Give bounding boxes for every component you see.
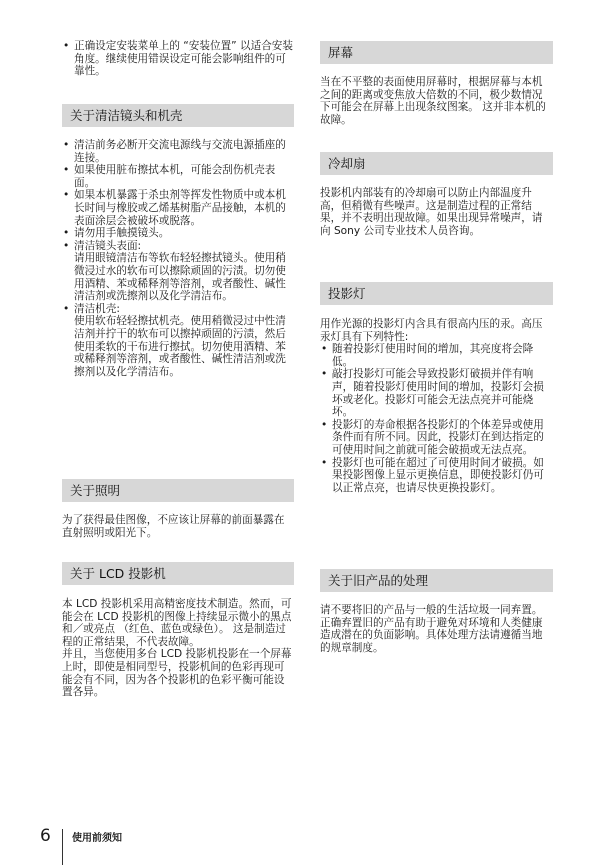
disposal-section-body [320, 604, 553, 654]
footer-divider [62, 829, 63, 865]
section-heading-fan: 冷却扇 [320, 152, 553, 175]
footer-section-label: 使用前须知 [72, 833, 122, 844]
section-heading-lighting: 关于照明 [62, 479, 294, 502]
list-item-lens [62, 240, 294, 303]
fan-text: 投影机内部装有的冷却扇可以防止内部温度升高，但稍微有些噪声。这是制造过程的正常结果，并不表明出现故障。如果出现异常噪声，请向 Sony 公司专业技术人员咨询。 [320, 187, 543, 237]
list-item: • 随着投影灯使用时间的增加，其亮度将会降低。 [320, 343, 553, 368]
lens-label: • 清洁镜头表面: [74, 239, 142, 252]
list-item: • 投影灯的寿命根据各投影灯的个体差异或使用条件而有所不同。因此，投影灯在到达指定的可使用时间之前就可能会破损或无法点亮。 [320, 419, 553, 457]
cabinet-text: 使用软布轻轻擦拭机壳。使用稍微浸过中性清洁剂并拧干的软布可以擦掉顽固的污渍，然后使用柔软的干布进行擦拭。切勿使用酒精、苯或稀释剂等溶剂，或者酸性、碱性清洁剂或洗擦剂以及化学清洁布。 [74, 315, 286, 378]
fan-section-body [320, 187, 553, 237]
lighting-text: 为了获得最佳图像，不应该让屏幕的前面暴露在直射照明或阳光下。 [62, 514, 285, 539]
lamp-section-body [320, 318, 553, 494]
section-heading-disposal: 关于旧产品的处理 [320, 569, 553, 592]
lighting-section-body [62, 514, 294, 539]
lcd-paragraph-1: 本 LCD 投影机采用高精密度技术制造。然而，可能会在 LCD 投影机的图像上持续显示微小的黑点和／或亮点 （红色、蓝色或绿色）。 这是制造过程的正常结果，不代表故障。 [62, 598, 292, 648]
section-heading-cleaning: 关于清洁镜头和机壳 [62, 104, 294, 127]
lamp-intro: 用作光源的投影灯内含具有很高内压的汞。高压汞灯具有下列特性: [320, 318, 543, 343]
list-item: • 正确设定安装菜单上的 “安装位置” 以适合安装角度。继续使用错误设定可能会影响组件的可靠性。 [62, 40, 294, 78]
section-heading-lcd: 关于 LCD 投影机 [62, 562, 294, 585]
list-item: • 投影灯也可能在超过了可使用时间才破损。如果投影图像上显示更换信息，即使投影灯仍可以正常点亮，也请尽快更换投影灯。 [320, 457, 553, 495]
screen-text: 当在不平整的表面使用屏幕时，根据屏幕与本机之间的距离或变焦放大倍数的不同，极少数情况下可能会在屏幕上出现条纹图案。 这并非本机的故障。 [320, 76, 546, 126]
list-item: • 敲打投影灯可能会导致投影灯破损并伴有响声，随着投影灯使用时间的增加，投影灯会损坏或老化。投影灯可能会无法点亮并可能烧坏。 [320, 368, 553, 418]
lens-text: 请用眼镜清洁布等软布轻轻擦拭镜头。使用稍微浸过水的软布可以擦除顽固的污渍。切勿使用酒精、苯或稀释剂等溶剂，或者酸性、碱性清洁剂或洗擦剂以及化学清洁布。 [74, 252, 286, 303]
lcd-paragraph-2: 并且，当您使用多台 LCD 投影机投影在一个屏幕上时，即使是相同型号，投影机间的色彩再现可能会有不同，因为各个投影机的色彩平衡可能设置各异。 [62, 648, 292, 699]
list-item: • 如果使用脏布擦拭本机，可能会刮伤机壳表面。 [62, 164, 294, 189]
list-item: • 请勿用手触摸镜头。 [62, 227, 294, 240]
page-number: 6 [40, 826, 51, 846]
cleaning-section-body [62, 139, 294, 378]
intro-bullets [62, 40, 294, 78]
section-heading-lamp: 投影灯 [320, 282, 553, 305]
disposal-text: 请不要将旧的产品与一般的生活垃圾一同弃置。正确弃置旧的产品有助于避免对环境和人类健康造成潜在的负面影响。具体处理方法请遵循当地的规章制度。 [320, 604, 543, 654]
list-item: • 清洁前务必断开交流电源线与交流电源插座的连接。 [62, 139, 294, 164]
list-item-cabinet [62, 303, 294, 379]
section-heading-screen: 屏幕 [320, 41, 553, 64]
screen-section-body [320, 76, 553, 126]
lcd-section-body [62, 598, 294, 699]
list-item: • 如果本机暴露于杀虫剂等挥发性物质中或本机长时间与橡胶或乙烯基树脂产品接触，本机的表面涂层会被破坏或脱落。 [62, 189, 294, 227]
cabinet-label: • 清洁机壳: [74, 302, 120, 315]
